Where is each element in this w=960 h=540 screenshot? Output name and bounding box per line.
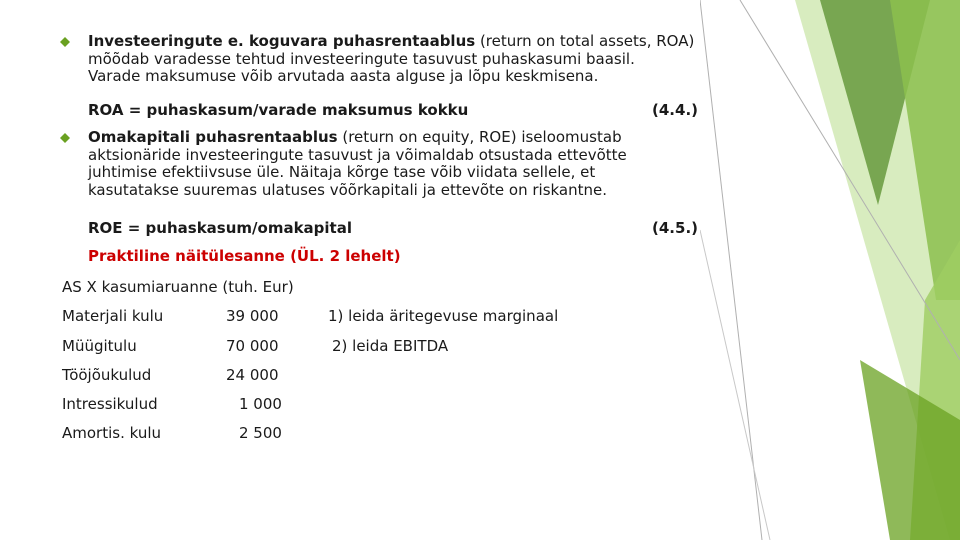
bullet-roe-line2: aktsionäride investeeringute tasuvust ja võimaldab otsustada ettevõtte: [88, 145, 627, 164]
formula-roe: [88, 219, 698, 237]
exercise-title: Praktiline näitülesanne (ÜL. 2 lehelt): [88, 247, 401, 265]
formula-roa-number: (4.4.): [652, 101, 698, 119]
formula-roe-text: ROE = puhaskasum/omakapital: [88, 219, 352, 237]
row-task: 2) leida EBITDA: [332, 337, 449, 355]
table-title: AS X kasumiaruanne (tuh. Eur): [62, 278, 294, 296]
decorative-shapes: [700, 0, 960, 540]
bullet-roe-line4: kasutatakse suuremas ulatuses võõrkapitali ja ettevõte on riskantne.: [88, 180, 608, 199]
diamond-bullet-icon: [60, 133, 70, 143]
formula-roa-text: ROA = puhaskasum/varade maksumus kokku: [88, 101, 469, 119]
bullet-roe-term: Omakapitali puhasrentaablus: [88, 128, 338, 146]
bullet-roa-text: [88, 33, 728, 86]
bullet-roe-rest: (return on equity, ROE) iseloomustab: [337, 128, 622, 146]
diamond-bullet-icon: [60, 37, 70, 47]
bullet-roe-text: [88, 129, 728, 199]
formula-roa: [88, 101, 698, 119]
formula-roe-number: (4.5.): [652, 219, 698, 237]
bullet-roa-term: Investeeringute e. koguvara puhasrentaablus: [88, 32, 476, 50]
bullet-roa-rest: (return on total assets, ROA): [475, 32, 695, 50]
row-label: Müügitulu: [62, 337, 137, 355]
bullet-roa-line2: mõõdab varadesse tehtud investeeringute tasuvust puhaskasumi baasil.: [88, 49, 635, 68]
bullet-roa-line3: Varade maksumuse võib arvutada aasta alguse ja lõpu keskmisena.: [88, 67, 599, 85]
row-label: Amortis. kulu: [62, 424, 162, 442]
row-value: 70 000: [226, 337, 279, 355]
row-value: 39 000: [226, 307, 279, 325]
row-label: Materjali kulu: [62, 307, 164, 325]
row-value: 2 500: [239, 424, 282, 442]
row-label: Intressikulud: [62, 395, 158, 413]
row-value: 24 000: [226, 366, 279, 384]
row-value: 1 000: [239, 395, 282, 413]
row-task: 1) leida äritegevuse marginaal: [328, 307, 559, 325]
bullet-roe-line3: juhtimise efektiivsuse üle. Näitaja kõrge tase võib viidata sellele, et: [88, 163, 596, 181]
row-label: Tööjõukulud: [62, 366, 152, 384]
